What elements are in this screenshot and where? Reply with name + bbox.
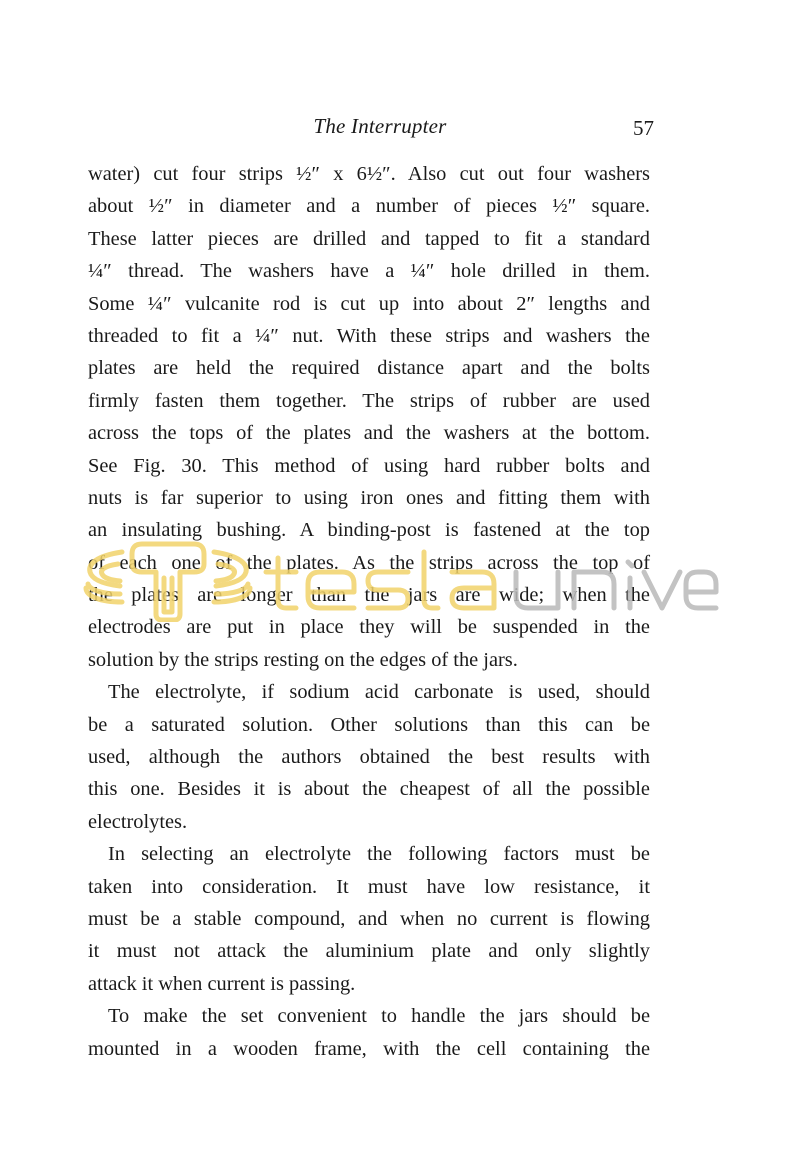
text-line: electrodes are put in place they will be suspended in the — [88, 616, 650, 639]
text-line: firmly fasten them together. The strips of rubber are used — [88, 389, 650, 412]
text-line: it must not attack the aluminium plate and only slightly — [88, 940, 650, 963]
text-line: of each one of the plates. As the strips across the top of — [88, 551, 650, 574]
text-line: nuts is far superior to using iron ones and fitting them with — [88, 486, 650, 509]
text-line: See Fig. 30. This method of using hard rubber bolts and — [88, 454, 650, 477]
text-line: taken into consideration. It must have low resistance, it — [88, 875, 650, 898]
text-line: Some ¼″ vulcanite rod is cut up into about 2″ lengths and — [88, 292, 650, 315]
text-line: must be a stable compound, and when no current is flowing — [88, 907, 650, 930]
text-line: In selecting an electrolyte the following factors must be — [108, 843, 650, 866]
text-line: These latter pieces are drilled and tapped to fit a standard — [88, 227, 650, 250]
text-line: the plates are longer than the jars are wide; when the — [88, 584, 650, 607]
text-line: plates are held the required distance apart and the bolts — [88, 357, 650, 380]
text-line: be a saturated solution. Other solutions than this can be — [88, 713, 650, 736]
text-line: electrolytes. — [88, 810, 188, 833]
body-text — [88, 158, 650, 1065]
text-line: mounted in a wooden frame, with the cell containing the — [88, 1037, 650, 1060]
text-line: The electrolyte, if sodium acid carbonate is used, should — [108, 681, 650, 704]
text-line: threaded to fit a ¼″ nut. With these strips and washers the — [88, 324, 650, 347]
text-line: To make the set convenient to handle the jars should be — [108, 1005, 650, 1028]
running-head — [88, 112, 654, 142]
paragraph-4 — [88, 1000, 650, 1065]
text-line: ¼″ thread. The washers have a ¼″ hole drilled in them. — [88, 260, 650, 283]
text-line: about ½″ in diameter and a number of pieces ½″ square. — [88, 195, 650, 218]
running-title: The Interrupter — [313, 114, 447, 138]
text-line: water) cut four strips ½″ x 6½″. Also cut out four washers — [88, 163, 650, 185]
text-line: across the tops of the plates and the washers at the bottom. — [88, 422, 650, 445]
text-line: solution by the strips resting on the edges of the jars. — [88, 648, 518, 671]
text-line: attack it when current is passing. — [88, 972, 356, 995]
text-line: used, although the authors obtained the best results with — [88, 746, 650, 769]
paragraph-1 — [88, 158, 650, 676]
page-number: 57 — [633, 116, 654, 140]
text-line: this one. Besides it is about the cheapest of all the possible — [88, 778, 650, 801]
paragraph-3 — [88, 838, 650, 1000]
paragraph-2 — [88, 676, 650, 838]
text-line: an insulating bushing. A binding-post is fastened at the top — [88, 519, 650, 542]
